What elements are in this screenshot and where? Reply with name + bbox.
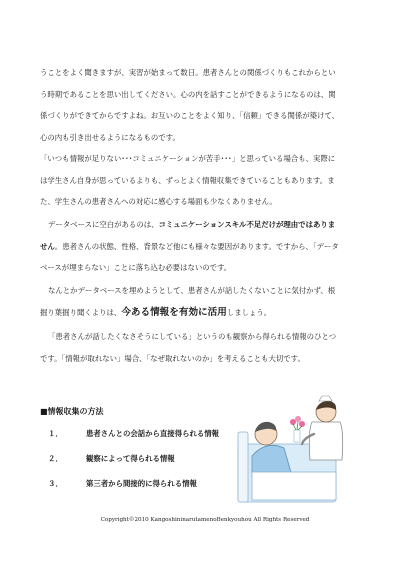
text-line	[40, 236, 370, 258]
nurse-cap	[319, 396, 332, 401]
list-text: 第三者から間接的に得られる情報	[86, 479, 197, 488]
text-line	[40, 302, 370, 324]
text-span: 。患者さんの状態、性格、背景など他にも様々な要因があります。ですから、「データ	[54, 241, 339, 251]
nurse-uniform	[309, 422, 342, 460]
text-line: た、学生さんの患者さんへの対応に感心する場面も少なくありません。	[40, 197, 277, 206]
text-line: ベースが埋まらない」ことに落ち込む必要はないのです。	[40, 263, 232, 272]
text-line: 心の内も引き出せるようになるものです。	[40, 132, 180, 142]
text-line	[40, 214, 370, 236]
text-line: 係づくりができてからですよね。お互いのことをよく知り、「信頼」できる関係が築けて、	[40, 111, 340, 120]
list-number: ３．	[48, 479, 63, 488]
list-item	[48, 478, 219, 503]
emphasis-text: コミュニケーションスキル不足だけが理由ではありま	[158, 220, 336, 229]
paragraph-2	[40, 148, 370, 213]
list-text: 観察によって得られる情報	[86, 454, 175, 463]
list-item	[48, 453, 219, 478]
text-line: です。「情報が取れない」場合、「なぜ取れないのか」を考えることも大切です。	[40, 353, 305, 363]
paragraph-1	[40, 62, 370, 148]
text-span: データベースに空白があるのは、	[48, 220, 159, 229]
flower-shape	[295, 416, 301, 422]
flower-vase	[294, 430, 300, 442]
list-item	[48, 428, 219, 453]
copyright-footer: Copyright©2010 KangoshininarutamenoBenkyouhou All Rights Reserved	[100, 517, 310, 523]
list-text: 患者さんとの会話から直接得られる情報	[86, 429, 220, 438]
text-line: 「患者さんが話したくなさそうにしている」というのも観察から得られる情報のひとつ	[48, 332, 337, 341]
emphasis-text: せん	[40, 241, 55, 251]
nurse-patient-illustration	[236, 392, 352, 508]
text-line: 「いつも情報が足りない･･･コミュニケーションが苦手･･･」と思っている場合も、実際に	[40, 154, 336, 163]
paragraph-5	[40, 326, 370, 369]
bed-headboard	[238, 432, 248, 502]
paragraph-4	[40, 280, 370, 323]
text-span: しましょう。	[226, 307, 272, 317]
text-line: なんとかデータベースを埋めようとして、患者さんが話したくないことに気付かず、根	[48, 286, 336, 295]
list-number: ２．	[48, 454, 63, 463]
section-title: ■情報収集の方法	[40, 407, 104, 416]
text-line: うことをよく聞きますが、実習が始まって数日。患者さんとの関係づくりもこれからとい	[40, 68, 336, 77]
bed-blanket	[252, 472, 336, 500]
highlight-text: 今ある情報を有効に活用	[121, 306, 227, 318]
list-number: １．	[48, 429, 63, 438]
paragraph-3	[40, 214, 370, 279]
text-line: う時期であることを思い出してください。心の内を話すことができるようになるのは、関	[40, 89, 336, 99]
method-list	[48, 428, 219, 503]
text-span: 掘り葉掘り聞くよりは、	[40, 307, 122, 317]
text-line: は学生さん自身が思っているよりも、ずっとよく情報収集できていることもあります。ま	[40, 175, 335, 185]
